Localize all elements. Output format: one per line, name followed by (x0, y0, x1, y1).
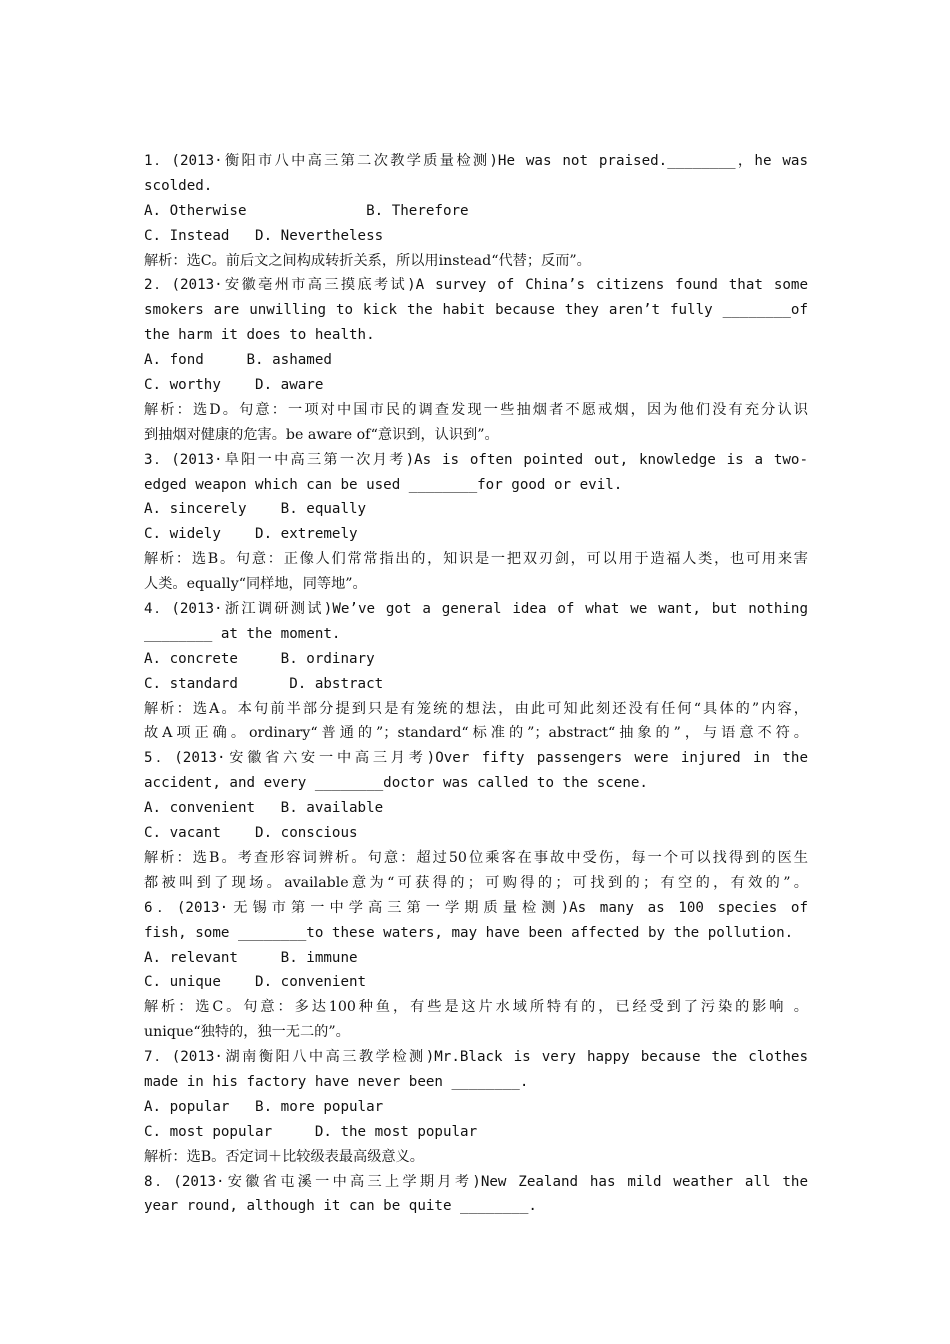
question-line: A. Otherwise B. Therefore (144, 202, 469, 219)
question-line: 7．(2013·湖南衡阳八中高三教学检测)Mr.Black is very happy because the clothes (144, 1049, 808, 1066)
question-line: 3．(2013·阜阳一中高三第一次月考)As is often pointed out, knowledge is a two- (144, 451, 808, 468)
question-line: ________ at the moment. (144, 625, 341, 642)
question-line: A. convenient B. available (144, 800, 384, 817)
question-line: A. concrete B. ordinary (144, 650, 375, 667)
analysis-line: 解析：选B。考查形容词辨析。句意：超过50位乘客在事故中受伤，每一个可以找得到的医生 (144, 849, 808, 866)
question-line: 8．(2013·安徽省屯溪一中高三上学期月考)New Zealand has mild weather all the (144, 1173, 808, 1190)
question-line: 2．(2013·安徽亳州市高三摸底考试)A survey of China’s citizens found that some (144, 277, 808, 294)
question-line: 6．(2013·无锡市第一中学高三第一学期质量检测)As many as 100 species of (144, 899, 808, 916)
question-line: A. popular B. more popular (144, 1098, 384, 1115)
question-line: 1．(2013·衡阳市八中高三第二次教学质量检测)He was not praised.________，he was (144, 153, 808, 169)
question-line: C. worthy D. aware (144, 377, 324, 394)
analysis-line: unique“独特的，独一无二的”。 (144, 1024, 350, 1041)
document-page (144, 149, 808, 1219)
analysis-line: 解析：选D。句意：一项对中国市民的调查发现一些抽烟者不愿戒烟，因为他们没有充分认识 (144, 401, 808, 418)
analysis-line: 解析：选B。否定词＋比较级表最高级意义。 (144, 1148, 424, 1165)
analysis-line: 解析：选B。句意：正像人们常常指出的，知识是一把双刃剑，可以用于造福人类，也可用来害 (144, 551, 808, 568)
analysis-line: 解析：选A。本句前半部分提到只是有笼统的想法，由此可知此刻还没有任何“具体的”内容， (144, 700, 808, 717)
analysis-line: 到抽烟对健康的危害。be aware of“意识到，认识到”。 (144, 426, 499, 443)
question-line: C. most popular D. the most popular (144, 1123, 478, 1140)
analysis-line: 解析：选C。句意：多达100种鱼，有些是这片水域所特有的，已经受到了污染的影响 。 (144, 999, 808, 1016)
question-line: made in his factory have never been ________. (144, 1073, 529, 1090)
question-line: scolded. (144, 177, 213, 194)
question-line: C. standard D. abstract (144, 675, 384, 692)
analysis-line: 解析：选C。前后文之间构成转折关系，所以用instead“代替；反而”。 (144, 252, 591, 269)
analysis-line: 人类。equally“同样地，同等地”。 (144, 576, 367, 593)
analysis-line: 都被叫到了现场。available意为“可获得的；可购得的；可找到的；有空的，有效的”。 (144, 874, 808, 891)
analysis-line: 故A项正确。ordinary“普通的”；standard“标准的”；abstract“抽象的”，与语意不符。 (144, 725, 808, 742)
question-line: accident, and every ________doctor was called to the scene. (144, 775, 648, 792)
question-line: 4．(2013·浙江调研测试)We’ve got a general idea of what we want, but nothing (144, 601, 808, 618)
question-line: A. sincerely B. equally (144, 501, 367, 518)
question-line: year round, although it can be quite ________. (144, 1198, 537, 1215)
question-line: C. vacant D. conscious (144, 825, 358, 842)
question-line: 5．(2013·安徽省六安一中高三月考)Over fifty passengers were injured in the (144, 750, 808, 767)
question-line: the harm it does to health. (144, 327, 375, 344)
question-line: edged weapon which can be used ________for good or evil. (144, 476, 623, 493)
question-line: A. relevant B. immune (144, 949, 358, 966)
question-line: A. fond B. ashamed (144, 352, 332, 369)
question-line: C. unique D. convenient (144, 974, 367, 991)
question-line: smokers are unwilling to kick the habit because they aren’t fully ________of (144, 302, 808, 319)
question-line: C. widely D. extremely (144, 526, 358, 543)
question-line: fish, some ________to these waters, may have been affected by the pollution. (144, 924, 794, 941)
question-line: C. Instead D. Nevertheless (144, 227, 384, 244)
